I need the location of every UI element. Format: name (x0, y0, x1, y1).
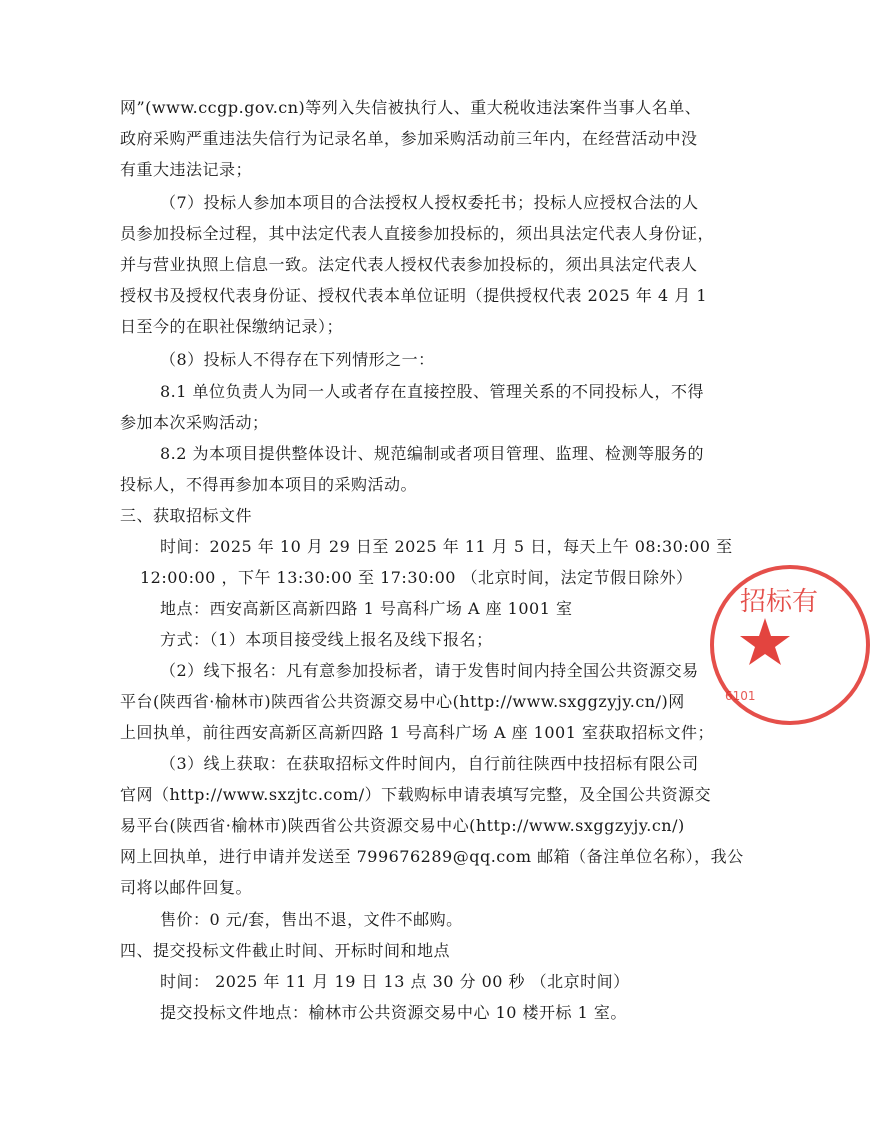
text-line: 平台(陕西省·榆林市)陕西省公共资源交易中心(http://www.sxggzyjy.cn/)网 (120, 692, 685, 711)
text-line: 8.1 单位负责人为同一人或者存在直接控股、管理关系的不同投标人，不得 (160, 382, 705, 401)
text-line: 售价：0 元/套，售出不退，文件不邮购。 (160, 910, 463, 929)
text-line: 政府采购严重违法失信行为记录名单，参加采购活动前三年内，在经营活动中没 (120, 129, 698, 148)
text-line: 官网（http://www.sxzjtc.com/）下载购标申请表填写完整，及全国公共资源交 (120, 785, 712, 804)
text-line: （3）线上获取：在获取招标文件时间内，自行前往陕西中技招标有限公司 (160, 754, 699, 773)
text-line: 时间：2025 年 10 月 29 日至 2025 年 11 月 5 日，每天上午 08:30:00 至 (160, 537, 733, 556)
text-line: 有重大违法记录； (120, 160, 253, 179)
section-heading: 四、提交投标文件截止时间、开标时间和地点 (120, 941, 451, 960)
text-line: 时间： 2025 年 11 月 19 日 13 点 30 分 00 秒 （北京时间） (160, 972, 630, 991)
section-heading: 三、获取招标文件 (120, 506, 253, 525)
text-line: 并与营业执照上信息一致。法定代表人授权代表参加投标的，须出具法定代表人 (120, 255, 698, 274)
text-line: 授权书及授权代表身份证、授权代表本单位证明（提供授权代表 2025 年 4 月 1 (120, 286, 708, 305)
text-line: 网上回执单，进行申请并发送至 799676289@qq.com 邮箱（备注单位名称），我公 (120, 847, 744, 866)
text-line: 日至今的在职社保缴纳记录）； (120, 317, 344, 336)
text-line: 易平台(陕西省·榆林市)陕西省公共资源交易中心(http://www.sxggzyjy.cn/) (120, 816, 685, 835)
text-line: （8）投标人不得存在下列情形之一： (160, 350, 435, 369)
company-seal (705, 560, 875, 730)
svg-text:招标有: 招标有 (740, 587, 819, 617)
text-line: 上回执单，前往西安高新区高新四路 1 号高科广场 A 座 1001 室获取招标文件； (120, 723, 714, 742)
text-line: 方式：（1）本项目接受线上报名及线下报名； (160, 630, 493, 649)
text-line: 地点：西安高新区高新四路 1 号高科广场 A 座 1001 室 (160, 599, 573, 618)
text-line: 参加本次采购活动； (120, 413, 269, 432)
text-line: 8.2 为本项目提供整体设计、规范编制或者项目管理、监理、检测等服务的 (160, 444, 705, 463)
text-line: 12:00:00 ，下午 13:30:00 至 17:30:00 （北京时间，法定节假日除外） (140, 568, 693, 587)
text-line: 网”(www.ccgp.gov.cn)等列入失信被执行人、重大税收违法案件当事人名单、 (120, 98, 702, 117)
text-line: （2）线下报名：凡有意参加投标者，请于发售时间内持全国公共资源交易 (160, 661, 699, 680)
text-line: 员参加投标全过程，其中法定代表人直接参加投标的，须出具法定代表人身份证， (120, 224, 715, 243)
text-line: 投标人，不得再参加本项目的采购活动。 (120, 475, 418, 494)
svg-text:6101: 6101 (725, 689, 756, 703)
text-line: （7）投标人参加本项目的合法授权人授权委托书；投标人应授权合法的人 (160, 193, 699, 212)
text-line: 提交投标文件地点：榆林市公共资源交易中心 10 楼开标 1 室。 (160, 1003, 627, 1022)
text-line: 司将以邮件回复。 (120, 878, 253, 897)
